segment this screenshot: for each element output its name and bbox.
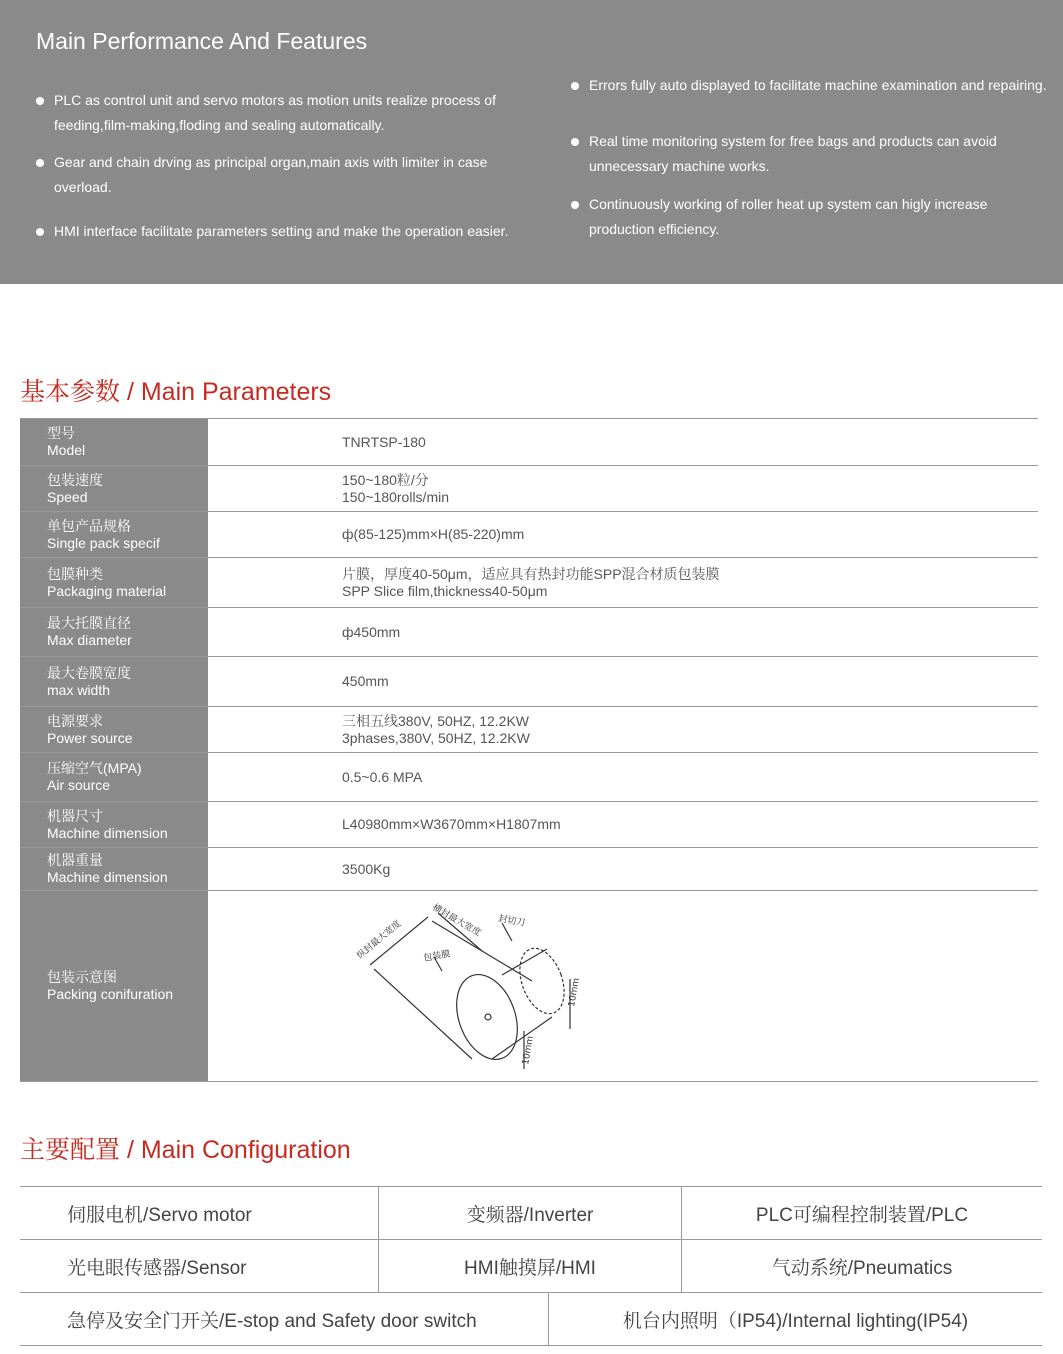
param-value-text: TNRTSP-180 [342, 433, 426, 450]
param-value [208, 657, 1038, 706]
param-value [208, 608, 1038, 656]
param-value-text: 3500Kg [342, 860, 391, 877]
param-value-text: ф450mm [342, 623, 401, 640]
feature-item [571, 129, 1031, 179]
feature-item [36, 150, 536, 200]
param-label-cn: 包膜种类 [47, 565, 103, 582]
configuration-title: 主要配置 / Main Configuration [20, 1136, 351, 1164]
param-label-en: max width [47, 681, 111, 698]
svg-text:10mm: 10mm [521, 1035, 536, 1066]
param-row-material [20, 558, 1038, 608]
param-row-dimension [20, 802, 1038, 848]
param-value [208, 848, 1038, 890]
param-value-text: 150~180粒/分 [342, 471, 429, 488]
feature-text: Gear and chain drving as principal organ,main axis with limiter in case overload. [54, 154, 488, 195]
param-label [20, 891, 208, 1081]
config-cell: 光电眼传感器/Sensor [67, 1257, 247, 1279]
param-label-en: Packing conifuration [47, 986, 174, 1002]
param-value-text: 三相五线380V, 50HZ, 12.2KW [342, 712, 530, 729]
param-value-text: L40980mm×W3670mm×H1807mm [342, 816, 561, 832]
param-value-text: 150~180rolls/min [342, 488, 450, 505]
config-cell: PLC可编程控制装置/PLC [681, 1187, 1042, 1239]
packing-diagram-image [342, 899, 602, 1075]
config-cell: 机台内照明（IP54)/Internal lighting(IP54) [548, 1293, 1042, 1345]
param-label [20, 802, 208, 847]
feature-text: Continuously working of roller heat up system can higly increase production efficiency. [589, 196, 988, 237]
param-row-diameter [20, 608, 1038, 657]
param-label [20, 657, 208, 706]
config-row [20, 1240, 1042, 1293]
param-label-en: Machine dimension [47, 869, 168, 885]
param-label-en: Machine dimension [47, 824, 168, 841]
param-label-en: Single pack specif [47, 534, 160, 551]
param-row-speed [20, 466, 1038, 512]
param-label-en: Power source [47, 729, 133, 746]
config-cell: 伺服电机/Servo motor [67, 1204, 252, 1226]
param-row-model [20, 419, 1038, 466]
param-label-en: Air source [47, 777, 111, 793]
param-label-cn: 压缩空气(MPA) [47, 760, 142, 776]
param-label-cn: 型号 [47, 425, 75, 441]
svg-text:包装膜: 包装膜 [422, 949, 452, 964]
param-label-en: Max diameter [47, 632, 132, 648]
param-value [208, 707, 1038, 752]
param-label-en: Speed [47, 488, 88, 505]
param-row-weight [20, 848, 1038, 891]
param-value [208, 419, 1038, 465]
svg-text:纵封最大宽度: 纵封最大宽度 [355, 918, 404, 962]
param-value [208, 512, 1038, 557]
svg-text:横封最大宽度: 横封最大宽度 [430, 902, 483, 939]
param-label [20, 707, 208, 752]
param-value-text: SPP Slice film,thickness40-50μm [342, 582, 548, 599]
config-cell: HMI触摸屏/HMI [378, 1240, 681, 1292]
configuration-table [20, 1186, 1042, 1346]
param-label-cn: 包装示意图 [47, 969, 117, 985]
param-value-text: 3phases,380V, 50HZ, 12.2KW [342, 729, 530, 746]
config-row [20, 1293, 1042, 1346]
feature-item [36, 219, 556, 244]
feature-item [571, 192, 1031, 242]
param-label-cn: 电源要求 [47, 712, 103, 729]
param-label [20, 608, 208, 656]
feature-text: Real time monitoring system for free bags and products can avoid unnecessary machine works. [589, 133, 997, 174]
param-label-en: Packaging material [47, 582, 167, 599]
config-cell: 急停及安全门开关/E-stop and Safety door switch [67, 1310, 477, 1332]
feature-text: PLC as control unit and servo motors as motion units realize process of feeding,film-making,floding and sealing automatically. [54, 92, 496, 133]
svg-text:封切刀: 封切刀 [497, 914, 526, 929]
param-label [20, 558, 208, 607]
param-label-cn: 机器尺寸 [47, 807, 103, 824]
param-value-text: 450mm [342, 673, 389, 689]
feature-text: HMI interface facilitate parameters setting and make the operation easier. [54, 223, 509, 239]
param-value [208, 891, 1038, 1081]
param-value-text: ф(85-125)mm×H(85-220)mm [342, 526, 525, 542]
param-label [20, 512, 208, 557]
param-label-cn: 单包产品规格 [47, 517, 131, 534]
config-cell: 气动系统/Pneumatics [681, 1240, 1042, 1292]
param-label-cn: 包装速度 [47, 471, 103, 488]
param-label-en: Model [47, 442, 86, 458]
svg-text:10mm: 10mm [567, 977, 582, 1008]
param-row-power [20, 707, 1038, 753]
param-value-text: 0.5~0.6 MPA [342, 768, 423, 785]
param-row-air [20, 753, 1038, 802]
param-label [20, 848, 208, 890]
param-value [208, 466, 1038, 511]
param-row-pack-spec [20, 512, 1038, 558]
features-banner [0, 0, 1063, 284]
parameters-table [20, 418, 1038, 1082]
feature-item [36, 88, 536, 138]
param-value-text: 片膜，厚度40-50μm，适应具有热封功能SPP混合材质包装膜 [342, 565, 720, 582]
param-value [208, 802, 1038, 847]
param-label-cn: 最大卷膜宽度 [47, 664, 131, 681]
param-label-cn: 机器重量 [47, 852, 103, 868]
param-value [208, 753, 1038, 801]
feature-item [571, 73, 1051, 98]
param-label-cn: 最大托膜直径 [47, 615, 131, 631]
parameters-title: 基本参数 / Main Parameters [20, 378, 332, 406]
param-value [208, 558, 1038, 607]
param-label [20, 753, 208, 801]
features-title: Main Performance And Features [36, 28, 368, 54]
param-label [20, 419, 208, 465]
param-row-packing-diagram [20, 891, 1038, 1082]
feature-text: Errors fully auto displayed to facilitate machine examination and repairing. [589, 77, 1047, 93]
param-row-width [20, 657, 1038, 707]
config-row [20, 1187, 1042, 1240]
config-cell: 变频器/Inverter [378, 1187, 681, 1239]
param-label [20, 466, 208, 511]
